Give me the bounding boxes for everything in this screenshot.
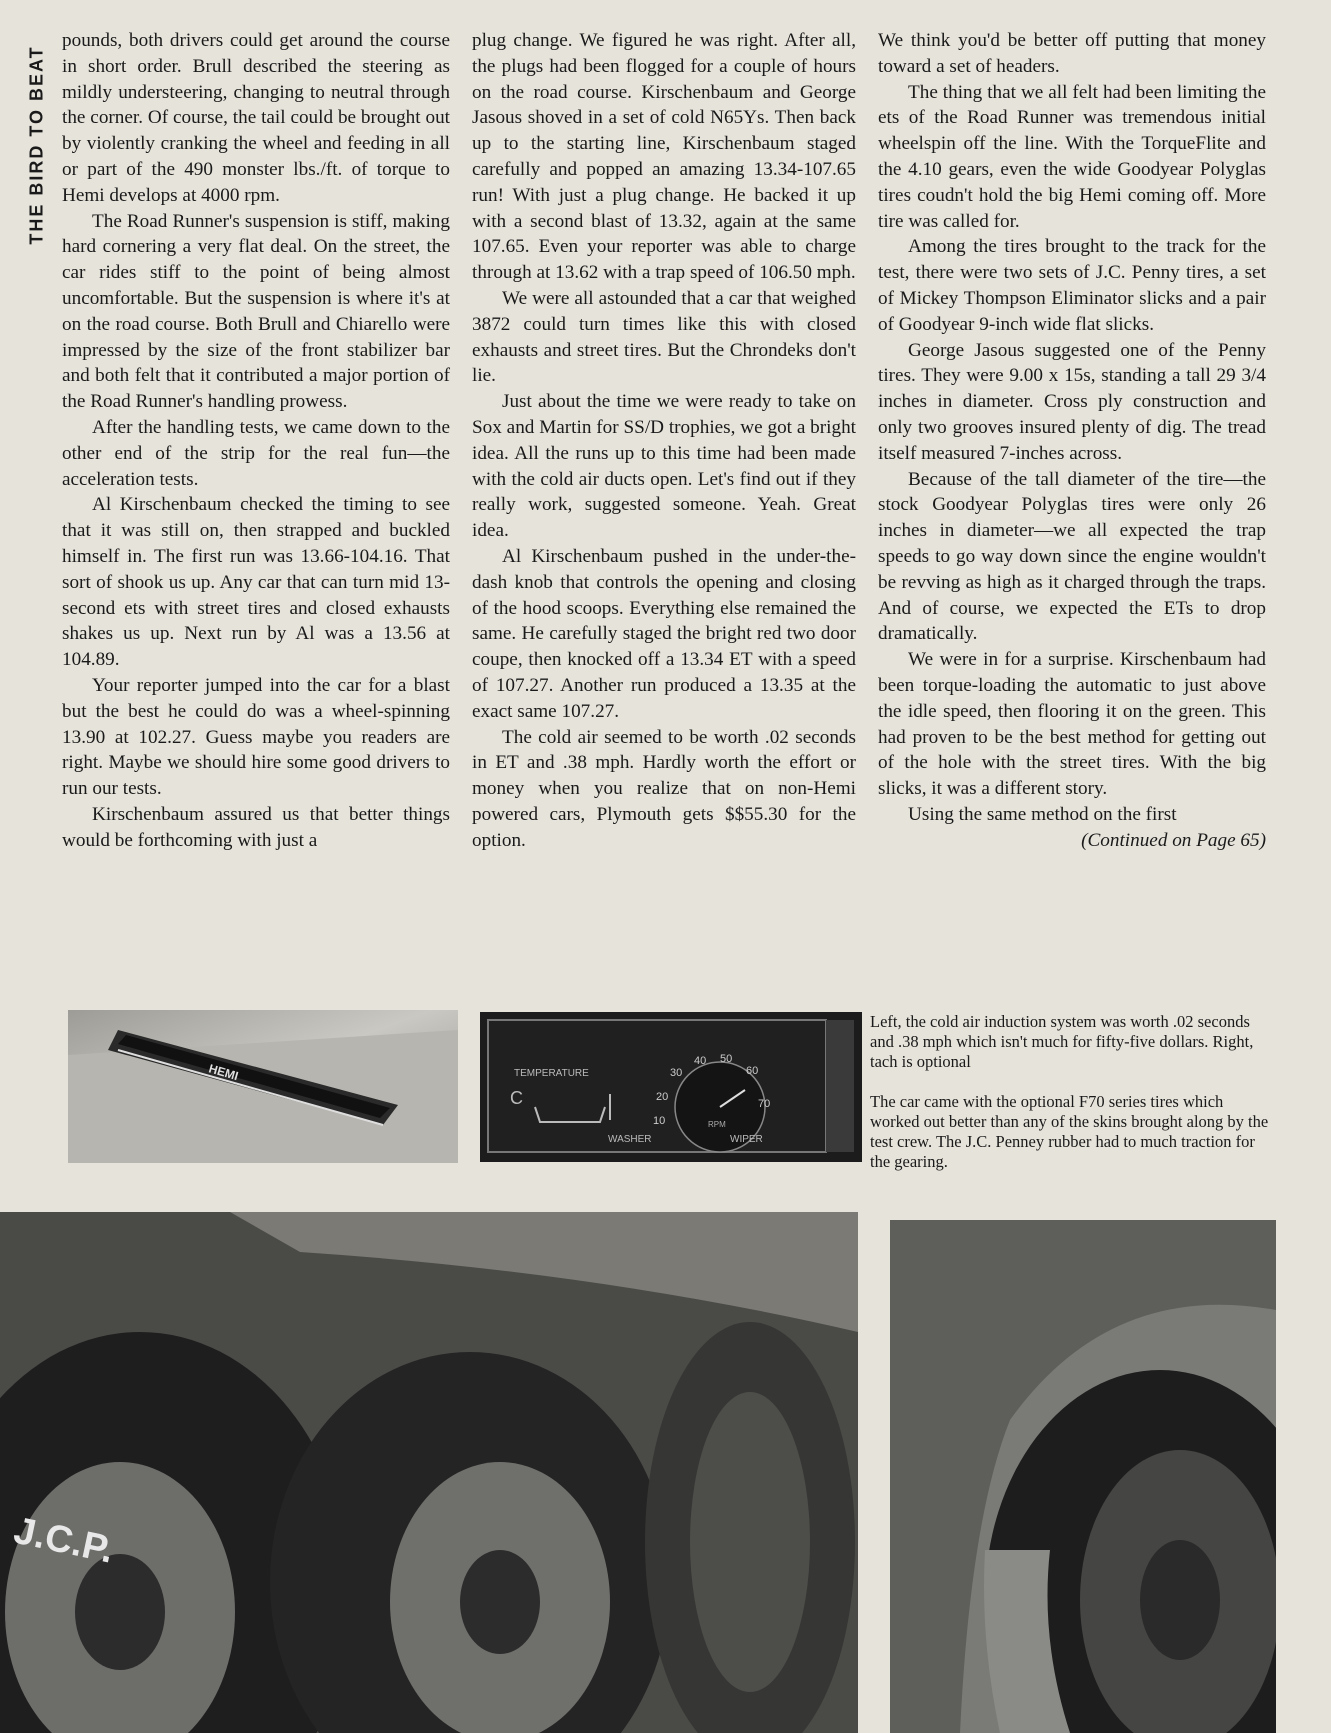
paragraph: The Road Runner's suspension is stiff, making hard cornering a very flat deal. On the street, the car rides stiff to the point of being almost uncomfortable. But the suspension is where it's at on the road course. Both Brull and Chiarello were impressed by the size of the front stabilizer bar and both felt that it contributed a major portion of the Road Runner's handling prowess. bbox=[62, 210, 450, 413]
text-column-1 bbox=[62, 28, 450, 854]
wiper-label: WIPER bbox=[730, 1134, 763, 1145]
paragraph: George Jasous suggested one of the Penny tires. They were 9.00 x 15s, standing a tall 29 3/4 inches in diameter. Cross ply construction and only two grooves insured plenty of dig. The tread itself measured 7-inches across. bbox=[878, 339, 1266, 464]
paragraph: We were in for a surprise. Kirschenbaum had been torque-loading the automatic to just above the idle speed, then flooring it on the green. This had proven to be the best method for getting out of the hole with the street tires. With the big slicks, it was a different story. bbox=[878, 649, 1266, 800]
temperature-cold-mark: C bbox=[510, 1088, 523, 1108]
tach-40: 40 bbox=[694, 1055, 707, 1067]
spine-title-text: THE BIRD TO BEAT bbox=[26, 45, 47, 245]
paragraph: pounds, both drivers could get around the course in short order. Brull described the steering as mildly understeering, changing to neutral through the corner. Of course, the tail could be brought out by violently cranking the wheel and feeding in all or part of the 490 monster lbs./ft. of torque to Hemi develops at 4000 rpm. bbox=[62, 30, 450, 206]
paragraph: We were all astounded that a car that weighed 3872 could turn times like this with closed exhausts and street tires. But the Chrondeks don't lie. bbox=[472, 287, 856, 387]
text-column-2 bbox=[472, 28, 856, 854]
tach-10: 10 bbox=[653, 1115, 666, 1127]
tires-photo bbox=[0, 1212, 858, 1733]
spine-title bbox=[20, 40, 54, 250]
paragraph: Kirschenbaum assured us that better things would be forthcoming with just a bbox=[62, 803, 450, 851]
paragraph: Because of the tall diameter of the tire—the stock Goodyear Polyglas tires were only 26 inches in diameter—we all expected the trap speeds to go way down since the engine wouldn't be revving as high as it charged through the traps. And of course, we expected the ETs to drop dramatically. bbox=[878, 468, 1266, 645]
paragraph: The cold air seemed to be worth .02 seconds in ET and .38 mph. Hardly worth the effort or money when you realize that on non-Hemi powered cars, Plymouth gets $$55.30 for the option. bbox=[472, 726, 856, 851]
tach-30: 30 bbox=[670, 1067, 683, 1079]
paragraph: After the handling tests, we came down to the other end of the strip for the real fun—the acceleration tests. bbox=[62, 416, 450, 490]
paragraph: Just about the time we were ready to take on Sox and Martin for SS/D trophies, we got a bright idea. All the runs up to this time had been made with the cold air ducts open. Let's find out if they really work, suggested someone. Yeah. Great idea. bbox=[472, 391, 856, 542]
paragraph: Your reporter jumped into the car for a blast but the best he could do was a wheel-spinning 13.90 at 102.27. Guess maybe you readers are right. Maybe we should hire some good drivers to run our tests. bbox=[62, 674, 450, 800]
paragraph: We think you'd be better off putting that money toward a set of headers. bbox=[878, 30, 1266, 77]
tach-20: 20 bbox=[656, 1091, 669, 1103]
temperature-label: TEMPERATURE bbox=[514, 1068, 589, 1079]
paragraph: Using the same method on the first bbox=[908, 803, 1177, 825]
dash-gauges-photo bbox=[480, 1012, 862, 1162]
paragraph: Al Kirschenbaum checked the timing to see that it was still on, then strapped and buckled himself in. The first run was 13.66-104.16. That sort of shook us up. Any car that can turn mid 13-second ets with street tires and closed exhausts shakes us up. Next run by Al was a 13.56 at 104.89. bbox=[62, 494, 450, 671]
continued-note: (Continued on Page 65) bbox=[1081, 829, 1266, 851]
tach-60: 60 bbox=[746, 1065, 759, 1077]
paragraph: plug change. We figured he was right. After all, the plugs had been flogged for a couple of hours on the road course. Kirschenbaum and George Jasous shoved in a set of cold N65Ys. Then back up to the starting line, Kirschenbaum staged carefully and popped an amazing 13.34-107.65 run! With just a plug change. He backed it up with a second blast of 13.32, again at the same 107.65. Even your reporter was able to charge through at 13.62 with a trap speed of 106.50 mph. bbox=[472, 30, 856, 284]
hemi-badge: HEMI bbox=[207, 1061, 240, 1084]
tach-70: 70 bbox=[758, 1098, 771, 1110]
text-column-3 bbox=[878, 28, 1266, 854]
jcp-sidewall-text: J.C.P. bbox=[10, 1509, 118, 1572]
paragraph: The thing that we all felt had been limiting the ets of the Road Runner was tremendous initial wheelspin off the line. With the TorqueFlite and the 4.10 gears, even the wide Goodyear Polyglas tires coudn't hold the big Hemi coming off. More tire was called for. bbox=[878, 81, 1266, 232]
wheel-well-photo bbox=[890, 1220, 1276, 1733]
tach-50: 50 bbox=[720, 1053, 733, 1065]
washer-label: WASHER bbox=[608, 1134, 652, 1145]
paragraph: Al Kirschenbaum pushed in the under-the-dash knob that controls the opening and closing of the hood scoops. Everything else remained the same. He carefully staged the bright red two door coupe, then knocked off a 13.34 ET with a speed of 107.27. Another run produced a 13.35 at the exact same 107.27. bbox=[472, 545, 856, 722]
caption-tires: The car came with the optional F70 series tires which worked out better than any of the skins brought along by the test crew. The J.C. Penney rubber had to much traction for the gearing. bbox=[870, 1092, 1269, 1171]
tach-unit: RPM bbox=[708, 1120, 726, 1129]
caption-cold-air: Left, the cold air induction system was worth .02 seconds and .38 mph which isn't much for fifty-five dollars. Right, tach is optional bbox=[870, 1012, 1254, 1071]
paragraph: Among the tires brought to the track for the test, there were two sets of J.C. Penny tires, a set of Mickey Thompson Eliminator slicks and a pair of Goodyear 9-inch wide flat slicks. bbox=[878, 236, 1266, 335]
hood-scoop-photo bbox=[68, 1010, 458, 1163]
